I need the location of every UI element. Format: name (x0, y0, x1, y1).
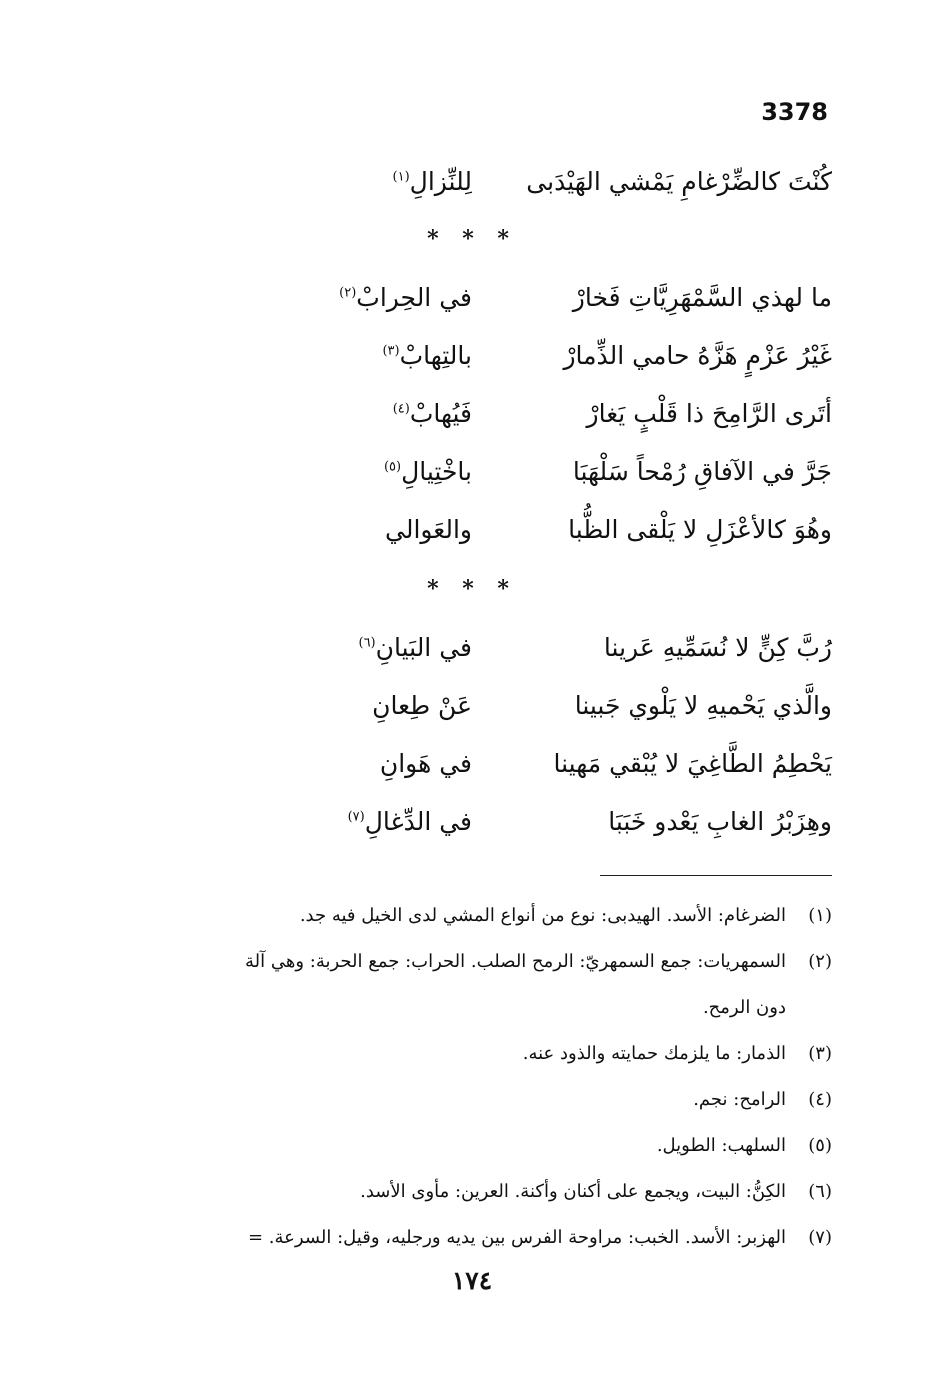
footnote-reference: (٦) (358, 635, 376, 651)
footnote-reference: (٢) (339, 285, 357, 301)
first-hemistich: رُبَّ كِنٍّ لا نُسَمِّيهِ عَرينا (603, 632, 832, 662)
footnote-text: الهزبر: الأسد. الخبب: مراوحة الفرس بين يديه ورجليه، وقيل: السرعة. = (248, 1227, 786, 1248)
footnote-reference: (٧) (347, 809, 365, 825)
page-reference-number: 3378 (761, 98, 828, 126)
stanza-separator: * * * (427, 576, 517, 602)
footnote-number: (٥) (808, 1135, 832, 1156)
second-hemistich: في الدِّغالِ$^{(٧)}$ (347, 806, 472, 836)
verse (302, 500, 832, 558)
second-hemistich: في البَيانِ$^{(٦)}$ (358, 632, 472, 662)
footnote-number: (٦) (808, 1181, 832, 1202)
first-hemistich: وهِزَبْرُ الغابِ يَعْدو خَبَبَا (608, 806, 832, 836)
page-number: ١٧٤ (451, 1266, 493, 1295)
second-hemistich: فَيُهابْ$^{(٤)}$ (392, 398, 472, 428)
first-hemistich: غَيْرُ عَزْمٍ هَزَّهُ حامي الذِّمارْ (563, 340, 832, 370)
footnote-text: الذمار: ما يلزمك حمايته والذود عنه. (522, 1043, 786, 1064)
footnote-text: الكِنُّ: البيت، ويجمع على أكنان وأكنة. العرين: مأوى الأسد. (360, 1181, 786, 1202)
second-hemistich: عَنْ طِعانِ (372, 690, 472, 720)
stanza-1 (302, 152, 832, 210)
footnote-text: الرامح: نجم. (693, 1089, 786, 1110)
footnote-number: (٤) (808, 1089, 832, 1110)
second-hemistich: والعَوالي (384, 514, 472, 544)
verse (302, 734, 832, 792)
stanza-separator: * * * (427, 226, 517, 252)
verse (302, 676, 832, 734)
second-hemistich: في الحِرابْ$^{(٢)}$ (339, 282, 472, 312)
first-hemistich: يَحْطِمُ الطَّاغِيَ لا يُبْقي مَهينا (553, 748, 832, 778)
first-hemistich: ما لهذي السَّمْهَرِيَّاتِ فَخارْ (572, 282, 832, 312)
verse (302, 618, 832, 676)
footnote-reference: (٥) (383, 459, 402, 475)
footnote-reference: (٣) (382, 343, 400, 359)
footnote-4 (112, 1077, 832, 1123)
footnote-text: الضرغام: الأسد. الهيدبى: نوع من أنواع المشي لدى الخيل فيه جد. (299, 905, 786, 926)
footnote-continuation: دون الرمح. (702, 997, 786, 1018)
footnotes (112, 893, 832, 1261)
verse (302, 326, 832, 384)
footnote-number: (٢) (808, 951, 832, 972)
footnote-reference: (١) (392, 169, 410, 185)
verse (302, 384, 832, 442)
footnote-6 (112, 1169, 832, 1215)
verse (302, 152, 832, 210)
first-hemistich: وهُوَ كالأعْزَلِ لا يَلْقى الظُّبا (568, 514, 832, 544)
verse (302, 792, 832, 850)
first-hemistich: أتَرى الرَّامِحَ ذا قَلْبٍ يَغارْ (586, 398, 832, 428)
second-hemistich: باخْتِيالِ$^{(٥)}$ (383, 456, 472, 486)
footnote-5 (112, 1123, 832, 1169)
footnote-reference: (٤) (392, 401, 410, 417)
stanza-2 (302, 268, 832, 558)
first-hemistich: والَّذي يَحْميهِ لا يَلْوي جَبينا (574, 690, 832, 720)
footnote-7 (112, 1215, 832, 1261)
footnote-number: (٣) (808, 1043, 832, 1064)
first-hemistich: كُنْتَ كالضِّرْغامِ يَمْشي الهَيْدَبى (526, 166, 832, 196)
footnote-text: السمهريات: جمع السمهريّ: الرمح الصلب. الحراب: جمع الحربة: وهي آلة دون الرمح. (245, 951, 786, 1018)
footnote-1 (112, 893, 832, 939)
verse (302, 268, 832, 326)
footnote-2 (112, 939, 832, 1031)
second-hemistich: في هَوانِ (379, 748, 472, 778)
footnote-divider (600, 875, 832, 876)
footnote-number: (٧) (808, 1227, 832, 1248)
footnote-3 (112, 1031, 832, 1077)
second-hemistich: بالتِهابْ$^{(٣)}$ (382, 340, 472, 370)
verse (302, 442, 832, 500)
footnote-number: (١) (808, 905, 832, 926)
second-hemistich: لِلنِّزالِ$^{(١)}$ (392, 166, 472, 196)
stanza-3 (302, 618, 832, 850)
footnote-text: السلهب: الطويل. (656, 1135, 786, 1156)
first-hemistich: جَرَّ في الآفاقِ رُمْحاً سَلْهَبَا (572, 456, 832, 486)
